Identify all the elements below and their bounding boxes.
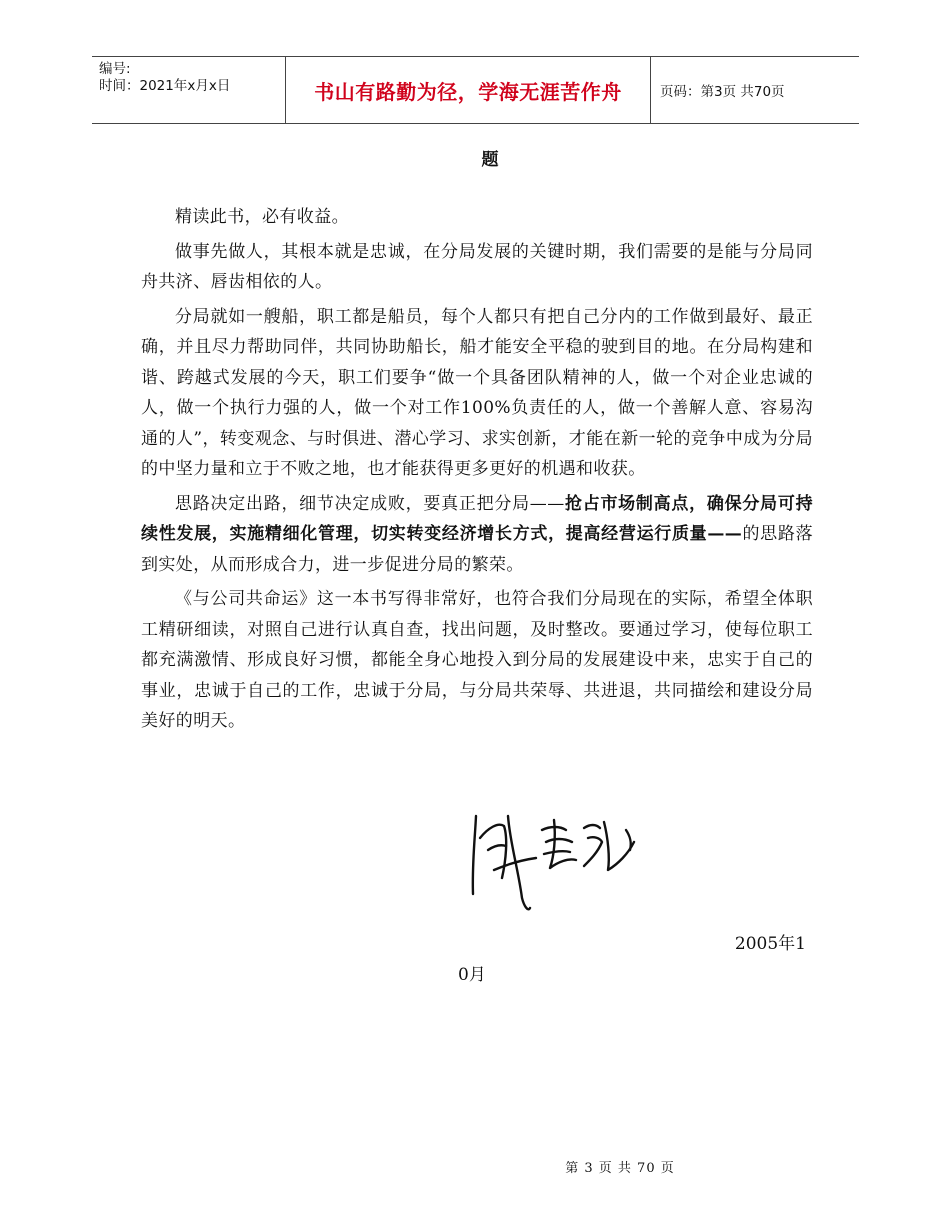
paragraph-2: 做事先做人，其根本就是忠诚，在分局发展的关键时期，我们需要的是能与分局同舟共济、唇齿相依的人。 [141, 241, 813, 292]
paragraph-4 [141, 489, 813, 581]
paragraph-4-end: 的思路落到实处，从而形成合力，进一步促进分局的繁荣。 [141, 524, 813, 575]
paragraph-4-bold: 抢占市场制高点，确保分局可持续性发展，实施精细化管理，切实转变经济增长方式，提高经营运行质量—— [141, 493, 813, 544]
number-label: 编号: [99, 61, 131, 77]
paragraph-1: 精读此书，必有收益。 [175, 207, 349, 227]
date-line-1: 2005年1 [734, 934, 806, 954]
time-label: 时间：2021年x月x日 [99, 78, 231, 94]
paragraph-5: 《与公司共命运》这一本书写得非常好，也符合我们分局现在的实际，希望全体职工精研细读，对照自己进行认真自查，找出问题，及时整改。要通过学习，使每位职工都充满激情、形成良好习惯，都能全身心地投入到分局的发展建设中来，忠实于自己的事业，忠诚于自己的工作，忠诚于分局，与分局共荣辱、共进退，共同描绘和建设分局美好的明天。 [141, 589, 813, 731]
page-header [92, 56, 859, 124]
header-motto: 书山有路勤为径，学海无涯苦作舟 [286, 57, 651, 123]
paragraph-3: 分局就如一艘船，职工都是船员，每个人都只有把自己分内的工作做到最好、最正确，并且尽力帮助同伴，共同协助船长，船才能安全平稳的驶到目的地。在分局构建和谐、跨越式发展的今天，职工们要争“做一个具备团队精神的人，做一个对企业忠诚的人，做一个执行力强的人，做一个对工作100%负责任的人，做一个善解人意、容易沟通的人”，转变观念、与时俱进、潜心学习、求实创新，才能在新一轮的竞争中成为分局的中坚力量和立于不败之地，也才能获得更多更好的机遇和收获。 [141, 306, 813, 479]
document-body [141, 202, 813, 741]
handwritten-signature [458, 808, 648, 918]
header-page-info: 页码：第3页 共70页 [660, 84, 785, 100]
document-title: 题 [481, 150, 499, 170]
header-meta [92, 57, 286, 123]
paragraph-4-start: 思路决定出路，细节决定成败，要真正把分局—— [175, 493, 565, 514]
page-footer: 第 3 页 共 70 页 [565, 1161, 675, 1176]
date-line-2: 0月 [458, 965, 486, 985]
